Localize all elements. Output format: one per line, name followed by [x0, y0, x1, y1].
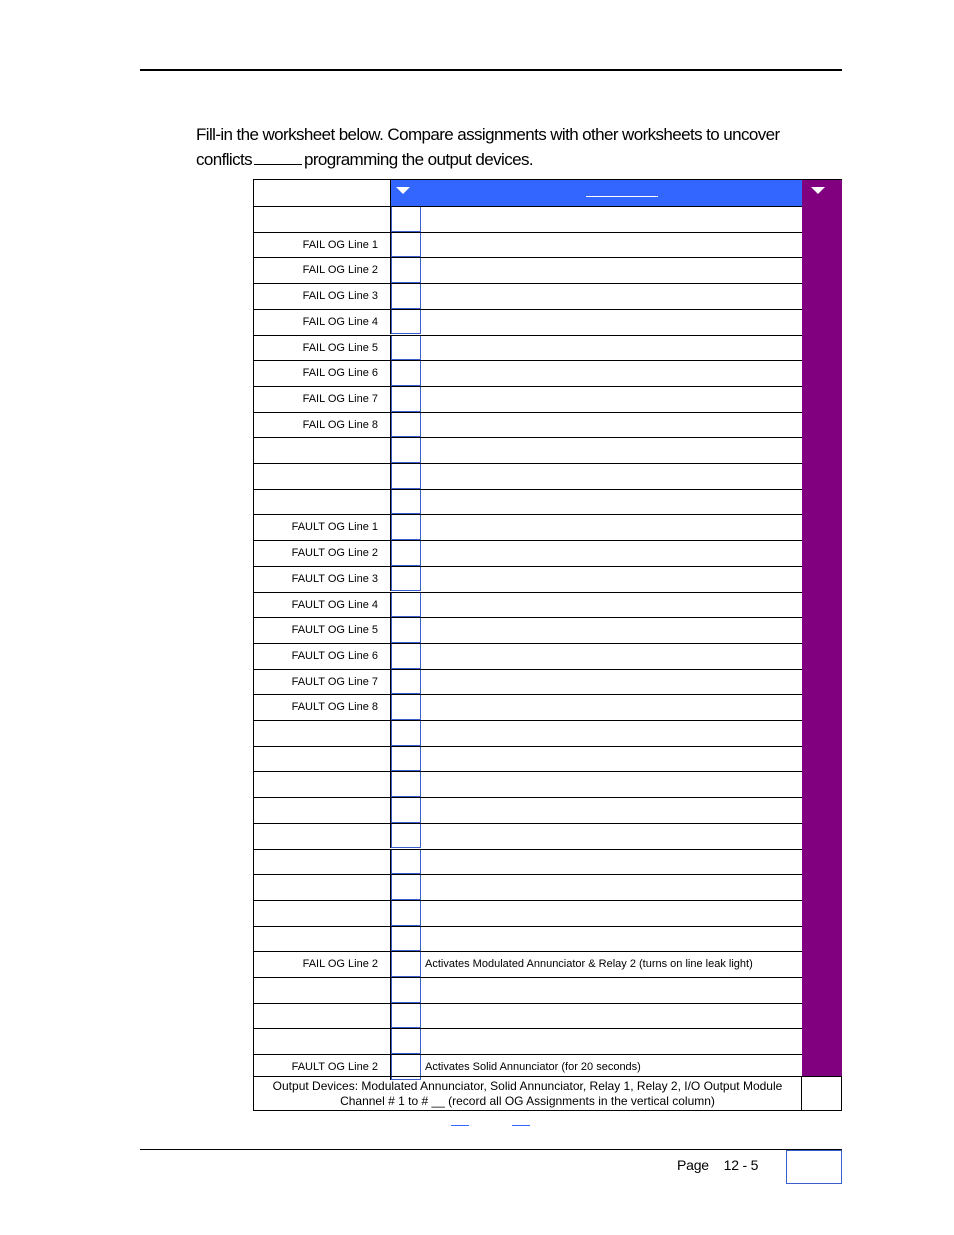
worksheet-row	[254, 771, 802, 797]
header-underline	[586, 196, 658, 197]
assignment-checkbox[interactable]	[391, 1029, 421, 1054]
og-line-label: FAIL OG Line 7	[302, 392, 378, 405]
worksheet-row	[254, 309, 802, 335]
output-description[interactable]: Activates Solid Annunciator (for 20 seconds)	[425, 1061, 641, 1074]
worksheet-row	[254, 617, 802, 643]
worksheet-row	[254, 412, 802, 438]
page-label: Page	[677, 1157, 709, 1173]
worksheet-row	[254, 874, 802, 900]
worksheet-row	[254, 849, 802, 875]
og-line-label: FAULT OG Line 2	[291, 547, 378, 560]
output-description[interactable]: Activates Modulated Annunciator & Relay 2 (turns on line leak light)	[425, 958, 753, 971]
worksheet-row	[254, 900, 802, 926]
og-line-label	[254, 824, 378, 849]
og-line-label: FAULT OG Line 6	[291, 649, 378, 662]
header-rule	[140, 69, 842, 71]
assignment-checkbox[interactable]	[391, 284, 421, 309]
assignment-checkbox[interactable]	[391, 850, 421, 875]
worksheet-row	[254, 926, 802, 952]
worksheet-row	[254, 669, 802, 695]
worksheet-row	[254, 694, 802, 720]
assignment-checkbox[interactable]	[391, 772, 421, 797]
footer-blank-cell	[802, 1076, 842, 1111]
output-devices-note	[254, 1076, 802, 1111]
assignment-checkbox[interactable]	[391, 387, 421, 412]
output-devices-line-2: Channel # 1 to # __ (record all OG Assignments in the vertical column)	[340, 1094, 715, 1108]
assignment-checkbox[interactable]	[391, 438, 421, 463]
assignment-checkbox[interactable]	[391, 490, 421, 515]
output-group-worksheet	[253, 179, 842, 1111]
assignment-checkbox[interactable]	[391, 1004, 421, 1029]
worksheet-row	[254, 1028, 802, 1054]
og-line-label: FAULT OG Line 2	[291, 1061, 378, 1074]
intro-line-2-end: programming the output devices.	[304, 150, 533, 169]
og-line-label	[254, 490, 378, 515]
page-value: 12 - 5	[723, 1157, 759, 1173]
worksheet-row	[254, 643, 802, 669]
intro-line-2	[196, 147, 816, 172]
assignment-checkbox[interactable]	[391, 747, 421, 772]
og-line-label: FAULT OG Line 3	[291, 572, 378, 585]
og-line-label: FAIL OG Line 5	[302, 341, 378, 354]
assignment-checkbox[interactable]	[391, 952, 421, 977]
worksheet-row	[254, 514, 802, 540]
worksheet-row	[254, 360, 802, 386]
worksheet-row	[254, 951, 802, 977]
og-line-label	[254, 438, 378, 463]
og-line-label: FAIL OG Line 3	[302, 290, 378, 303]
worksheet-row	[254, 463, 802, 489]
header-label-cell	[254, 180, 391, 206]
og-line-label: FAIL OG Line 2	[302, 264, 378, 277]
og-line-label: FAIL OG Line 4	[302, 315, 378, 328]
assignment-checkbox[interactable]	[391, 464, 421, 489]
worksheet-row	[254, 257, 802, 283]
worksheet-row	[254, 720, 802, 746]
assignment-checkbox[interactable]	[391, 695, 421, 720]
worksheet-row	[254, 1003, 802, 1029]
triangle-down-icon	[811, 187, 825, 194]
og-line-label	[254, 850, 378, 875]
assignment-checkbox[interactable]	[391, 978, 421, 1003]
assignment-checkbox[interactable]	[391, 927, 421, 952]
assignment-checkbox[interactable]	[391, 207, 421, 232]
assignment-checkbox[interactable]	[391, 310, 421, 335]
og-line-label: FAULT OG Line 7	[291, 675, 378, 688]
og-line-label: FAIL OG Line 2	[302, 958, 378, 971]
worksheet-row	[254, 977, 802, 1003]
worksheet-row	[254, 437, 802, 463]
og-line-label	[254, 901, 378, 926]
assignment-checkbox[interactable]	[391, 670, 421, 695]
worksheet-row	[254, 823, 802, 849]
worksheet-row	[254, 283, 802, 309]
worksheet-row	[254, 592, 802, 618]
intro-line-2-start: conflicts	[196, 150, 253, 169]
assignment-checkbox[interactable]	[391, 541, 421, 566]
assignment-checkbox[interactable]	[391, 875, 421, 900]
page-box	[786, 1150, 842, 1184]
og-line-label	[254, 927, 378, 952]
page-number	[677, 1157, 758, 1173]
og-line-label	[254, 721, 378, 746]
worksheet-row	[254, 232, 802, 258]
worksheet-row	[254, 566, 802, 592]
triangle-down-icon	[396, 187, 410, 194]
assignment-checkbox[interactable]	[391, 618, 421, 643]
worksheet-row	[254, 206, 802, 232]
worksheet-row	[254, 386, 802, 412]
assignment-checkbox[interactable]	[391, 593, 421, 618]
assignment-checkbox[interactable]	[391, 336, 421, 361]
output-devices-line-1: Output Devices: Modulated Annunciator, Solid Annunciator, Relay 1, Relay 2, I/O Output Module	[272, 1079, 783, 1093]
og-line-label	[254, 1004, 378, 1029]
assignment-checkbox[interactable]	[391, 567, 421, 592]
og-line-label: FAULT OG Line 8	[291, 701, 378, 714]
og-line-label: FAULT OG Line 4	[291, 598, 378, 611]
worksheet-row	[254, 540, 802, 566]
og-line-label	[254, 464, 378, 489]
og-line-label: FAIL OG Line 1	[302, 238, 378, 251]
og-line-label	[254, 1029, 378, 1054]
worksheet-row	[254, 335, 802, 361]
assignment-checkbox[interactable]	[391, 258, 421, 283]
assignment-checkbox[interactable]	[391, 515, 421, 540]
og-line-label: FAULT OG Line 5	[291, 624, 378, 637]
assignment-checkbox[interactable]	[391, 901, 421, 926]
assignment-checkbox[interactable]	[391, 824, 421, 849]
intro-blank[interactable]	[254, 148, 302, 165]
assignment-checkbox[interactable]	[391, 233, 421, 258]
worksheet-row	[254, 746, 802, 772]
og-line-label: FAIL OG Line 6	[302, 367, 378, 380]
assignment-checkbox[interactable]	[391, 644, 421, 669]
assignment-checkbox[interactable]	[391, 361, 421, 386]
og-line-label	[254, 207, 378, 232]
assignment-checkbox[interactable]	[391, 721, 421, 746]
footer-rule	[140, 1149, 842, 1150]
og-line-label	[254, 772, 378, 797]
og-line-label	[254, 798, 378, 823]
worksheet-row	[254, 797, 802, 823]
link-underline	[512, 1125, 530, 1126]
og-line-label: FAIL OG Line 8	[302, 418, 378, 431]
intro-line-1: Fill-in the worksheet below. Compare assignments with other worksheets to uncover	[196, 125, 780, 144]
og-line-label	[254, 875, 378, 900]
og-line-label	[254, 978, 378, 1003]
worksheet-row	[254, 489, 802, 515]
link-underline	[451, 1125, 469, 1126]
assignment-checkbox[interactable]	[391, 413, 421, 438]
intro-text	[196, 122, 816, 172]
og-assignment-column	[802, 180, 842, 1076]
header-description-cell	[391, 180, 802, 206]
og-line-label: FAULT OG Line 1	[291, 521, 378, 534]
og-line-label	[254, 747, 378, 772]
assignment-checkbox[interactable]	[391, 798, 421, 823]
